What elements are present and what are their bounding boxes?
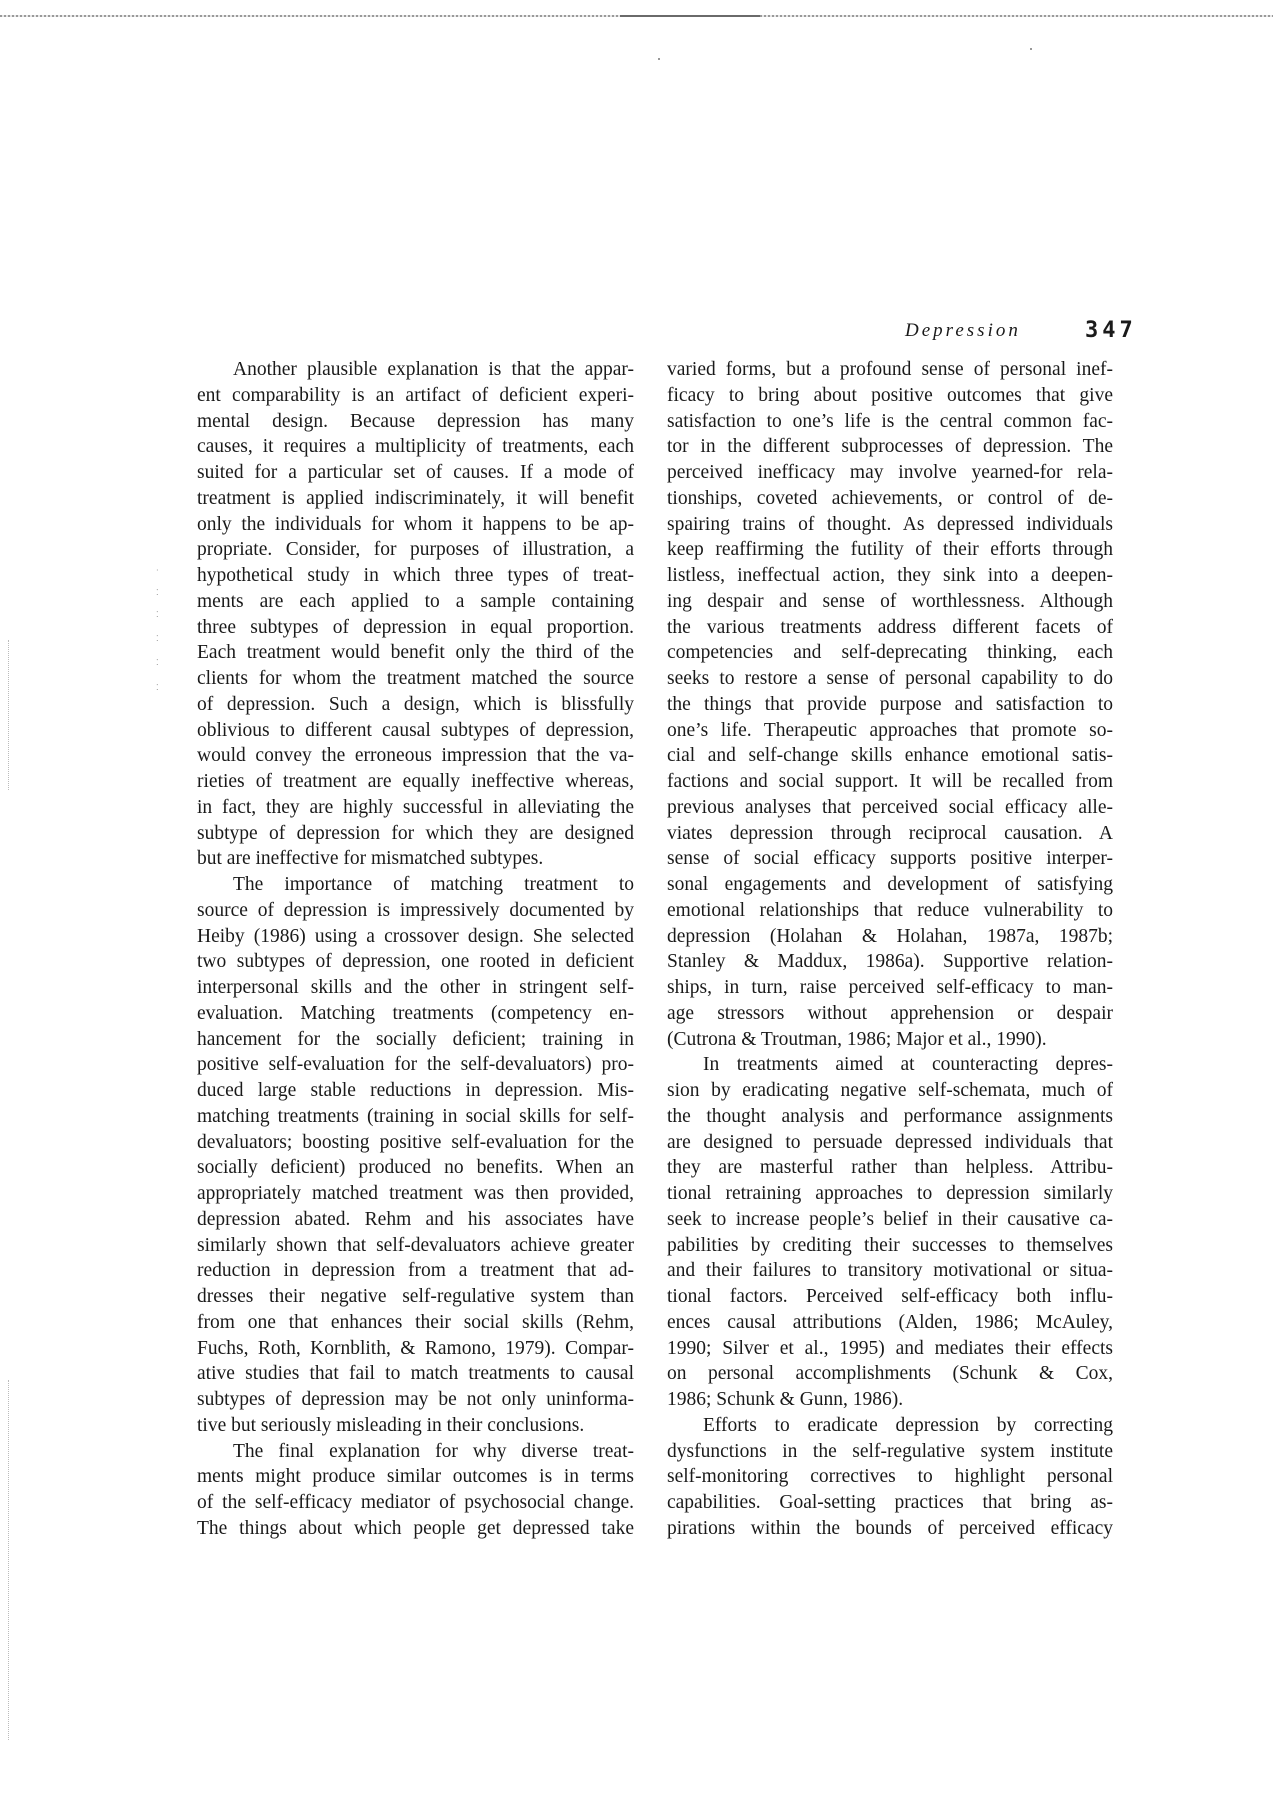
scan-speck bbox=[1030, 48, 1032, 50]
text-line: matching treatments (training in social skills for self- bbox=[197, 1105, 634, 1127]
text-line: cial and self-change skills enhance emotional satis- bbox=[667, 745, 1113, 767]
text-line: sion by eradicating negative self-schemata, much of bbox=[667, 1080, 1113, 1101]
text-line: only the individuals for whom it happens to be ap- bbox=[197, 513, 634, 535]
text-line: tional retraining approaches to depression similarly bbox=[667, 1183, 1113, 1204]
text-line: on personal accomplishments (Schunk & Cox, bbox=[667, 1363, 1113, 1385]
text-line: evaluation. Matching treatments (competency en- bbox=[197, 1002, 634, 1024]
text-line: the things that provide purpose and satisfaction to bbox=[667, 693, 1113, 715]
right-text-column bbox=[667, 357, 1113, 1542]
text-line: tionships, coveted achievements, or control of de- bbox=[667, 487, 1113, 509]
text-line: The things about which people get depressed take bbox=[197, 1517, 634, 1539]
text-line: emotional relationships that reduce vulnerability to bbox=[667, 899, 1113, 921]
text-line: from one that enhances their social skills (Rehm, bbox=[197, 1311, 634, 1333]
text-line: suited for a particular set of causes. If a mode of bbox=[197, 462, 634, 483]
text-line: and their failures to transitory motivational or situa- bbox=[667, 1260, 1113, 1282]
text-line: ent comparability is an artifact of deficient experi- bbox=[197, 384, 634, 406]
text-line: ments are each applied to a sample containing bbox=[197, 590, 634, 612]
text-line: In treatments aimed at counteracting depres- bbox=[703, 1054, 1113, 1076]
text-line: pirations within the bounds of perceived efficacy bbox=[667, 1517, 1113, 1539]
text-line: rieties of treatment are equally ineffective whereas, bbox=[197, 771, 634, 792]
text-line: positive self-evaluation for the self-devaluators) pro- bbox=[197, 1054, 634, 1076]
text-line: keep reaffirming the futility of their efforts through bbox=[667, 539, 1113, 561]
text-line: Efforts to eradicate depression by correcting bbox=[703, 1414, 1113, 1436]
scan-speck bbox=[658, 58, 660, 60]
text-line: appropriately matched treatment was then provided, bbox=[197, 1183, 634, 1204]
text-line: seek to increase people’s belief in their causative ca- bbox=[667, 1208, 1113, 1230]
text-line: listless, ineffectual action, they sink into a deepen- bbox=[667, 565, 1113, 586]
scan-top-border-dark-segment bbox=[620, 15, 760, 17]
text-line: factions and social support. It will be recalled from bbox=[667, 771, 1113, 792]
text-line: treatment is applied indiscriminately, it will benefit bbox=[197, 487, 634, 509]
text-line: The final explanation for why diverse treat- bbox=[233, 1440, 634, 1462]
text-line: age stressors without apprehension or despair bbox=[667, 1002, 1113, 1024]
text-line: the various treatments address different facets of bbox=[667, 616, 1113, 638]
text-line: would convey the erroneous impression that the va- bbox=[197, 745, 634, 767]
scan-edge-artifact bbox=[8, 1380, 10, 1740]
text-line: devaluators; boosting positive self-evaluation for the bbox=[197, 1131, 634, 1153]
text-line: ing despair and sense of worthlessness. Although bbox=[667, 590, 1113, 612]
text-line: but are ineffective for mismatched subtypes. bbox=[197, 848, 544, 870]
text-line: Heiby (1986) using a crossover design. She selected bbox=[197, 925, 634, 947]
text-line: ments might produce similar outcomes is in terms bbox=[197, 1466, 634, 1488]
text-line: Stanley & Maddux, 1986a). Supportive relation- bbox=[667, 951, 1113, 973]
text-line: sense of social efficacy supports positive interper- bbox=[667, 848, 1113, 870]
text-line: in fact, they are highly successful in alleviating the bbox=[197, 796, 634, 818]
text-line: ative studies that fail to match treatments to causal bbox=[197, 1363, 634, 1385]
text-line: are designed to persuade depressed individuals that bbox=[667, 1131, 1113, 1153]
text-line: one’s life. Therapeutic approaches that promote so- bbox=[667, 719, 1113, 741]
text-line: they are masterful rather than helpless. Attribu- bbox=[667, 1157, 1113, 1179]
text-line: ships, in turn, raise perceived self-efficacy to man- bbox=[667, 977, 1113, 998]
text-line: subtypes of depression may be not only uninforma- bbox=[197, 1389, 634, 1410]
text-line: two subtypes of depression, one rooted in deficient bbox=[197, 951, 634, 973]
text-line: duced large stable reductions in depression. Mis- bbox=[197, 1080, 634, 1101]
running-head: Depression bbox=[905, 320, 1021, 341]
text-line: dresses their negative self-regulative system than bbox=[197, 1286, 634, 1307]
text-line: oblivious to different causal subtypes of depression, bbox=[197, 719, 634, 741]
text-line: hypothetical study in which three types of treat- bbox=[197, 565, 634, 586]
text-line: sonal engagements and development of satisfying bbox=[667, 874, 1113, 895]
text-line: previous analyses that perceived social efficacy alle- bbox=[667, 796, 1113, 818]
text-line: causes, it requires a multiplicity of treatments, each bbox=[197, 436, 634, 458]
text-line: pabilities by crediting their successes to themselves bbox=[667, 1234, 1113, 1256]
text-line: ficacy to bring about positive outcomes that give bbox=[667, 384, 1113, 406]
text-line: tive but seriously misleading in their conclusions. bbox=[197, 1414, 585, 1436]
text-line: Each treatment would benefit only the third of the bbox=[197, 642, 634, 664]
text-line: of the self-efficacy mediator of psychosocial change. bbox=[197, 1492, 634, 1513]
margin-mark: ⁚ bbox=[156, 588, 159, 597]
text-line: tional factors. Perceived self-efficacy both influ- bbox=[667, 1286, 1113, 1307]
text-line: Another plausible explanation is that the appar- bbox=[233, 359, 634, 380]
text-line: similarly shown that self-devaluators achieve greater bbox=[197, 1234, 634, 1256]
text-line: hancement for the socially deficient; training in bbox=[197, 1028, 634, 1050]
scan-edge-artifact bbox=[8, 640, 10, 790]
text-line: interpersonal skills and the other in stringent self- bbox=[197, 977, 634, 998]
text-line: subtype of depression for which they are designed bbox=[197, 822, 634, 844]
text-line: 1990; Silver et al., 1995) and mediates their effects bbox=[667, 1337, 1113, 1359]
text-line: of depression. Such a design, which is blissfully bbox=[197, 693, 634, 715]
text-line: ences causal attributions (Alden, 1986; McAuley, bbox=[667, 1311, 1113, 1333]
text-line: depression (Holahan & Holahan, 1987a, 1987b; bbox=[667, 925, 1113, 947]
text-line: self-monitoring correctives to highlight personal bbox=[667, 1466, 1113, 1488]
text-line: perceived inefficacy may involve yearned-for rela- bbox=[667, 462, 1113, 483]
margin-dot: · bbox=[156, 566, 159, 575]
text-line: tor in the different subprocesses of depression. The bbox=[667, 436, 1113, 458]
text-line: varied forms, but a profound sense of personal inef- bbox=[667, 359, 1113, 380]
text-line: propriate. Consider, for purposes of illustration, a bbox=[197, 539, 634, 561]
text-line: The importance of matching treatment to bbox=[233, 874, 634, 895]
text-line: clients for whom the treatment matched the source bbox=[197, 668, 634, 689]
text-line: 1986; Schunk & Gunn, 1986). bbox=[667, 1389, 904, 1410]
text-line: Fuchs, Roth, Kornblith, & Ramono, 1979). Compar- bbox=[197, 1337, 634, 1359]
text-line: reduction in depression from a treatment that ad- bbox=[197, 1260, 634, 1282]
text-line: socially deficient) produced no benefits. When an bbox=[197, 1157, 634, 1179]
text-line: the thought analysis and performance assignments bbox=[667, 1105, 1113, 1127]
text-line: (Cutrona & Troutman, 1986; Major et al., 1990). bbox=[667, 1028, 1047, 1050]
page-number: 347 bbox=[1085, 318, 1137, 343]
text-line: spairing trains of thought. As depressed individuals bbox=[667, 513, 1113, 535]
text-line: three subtypes of depression in equal proportion. bbox=[197, 616, 634, 638]
text-line: capabilities. Goal-setting practices that bring as- bbox=[667, 1492, 1113, 1513]
text-line: seeks to restore a sense of personal capability to do bbox=[667, 668, 1113, 689]
left-text-column bbox=[197, 357, 634, 1542]
text-line: dysfunctions in the self-regulative system institute bbox=[667, 1440, 1113, 1462]
margin-mark: ⁚ bbox=[156, 634, 159, 643]
text-line: satisfaction to one’s life is the central common fac- bbox=[667, 410, 1113, 432]
margin-mark: ⁚ bbox=[156, 683, 159, 692]
text-line: source of depression is impressively documented by bbox=[197, 899, 634, 921]
text-line: viates depression through reciprocal causation. A bbox=[667, 822, 1113, 844]
text-line: mental design. Because depression has many bbox=[197, 410, 634, 432]
margin-mark: ⁚ bbox=[156, 610, 159, 619]
margin-mark: ⁚ bbox=[156, 658, 159, 667]
text-line: competencies and self-deprecating thinking, each bbox=[667, 642, 1113, 664]
text-line: depression abated. Rehm and his associates have bbox=[197, 1208, 634, 1230]
